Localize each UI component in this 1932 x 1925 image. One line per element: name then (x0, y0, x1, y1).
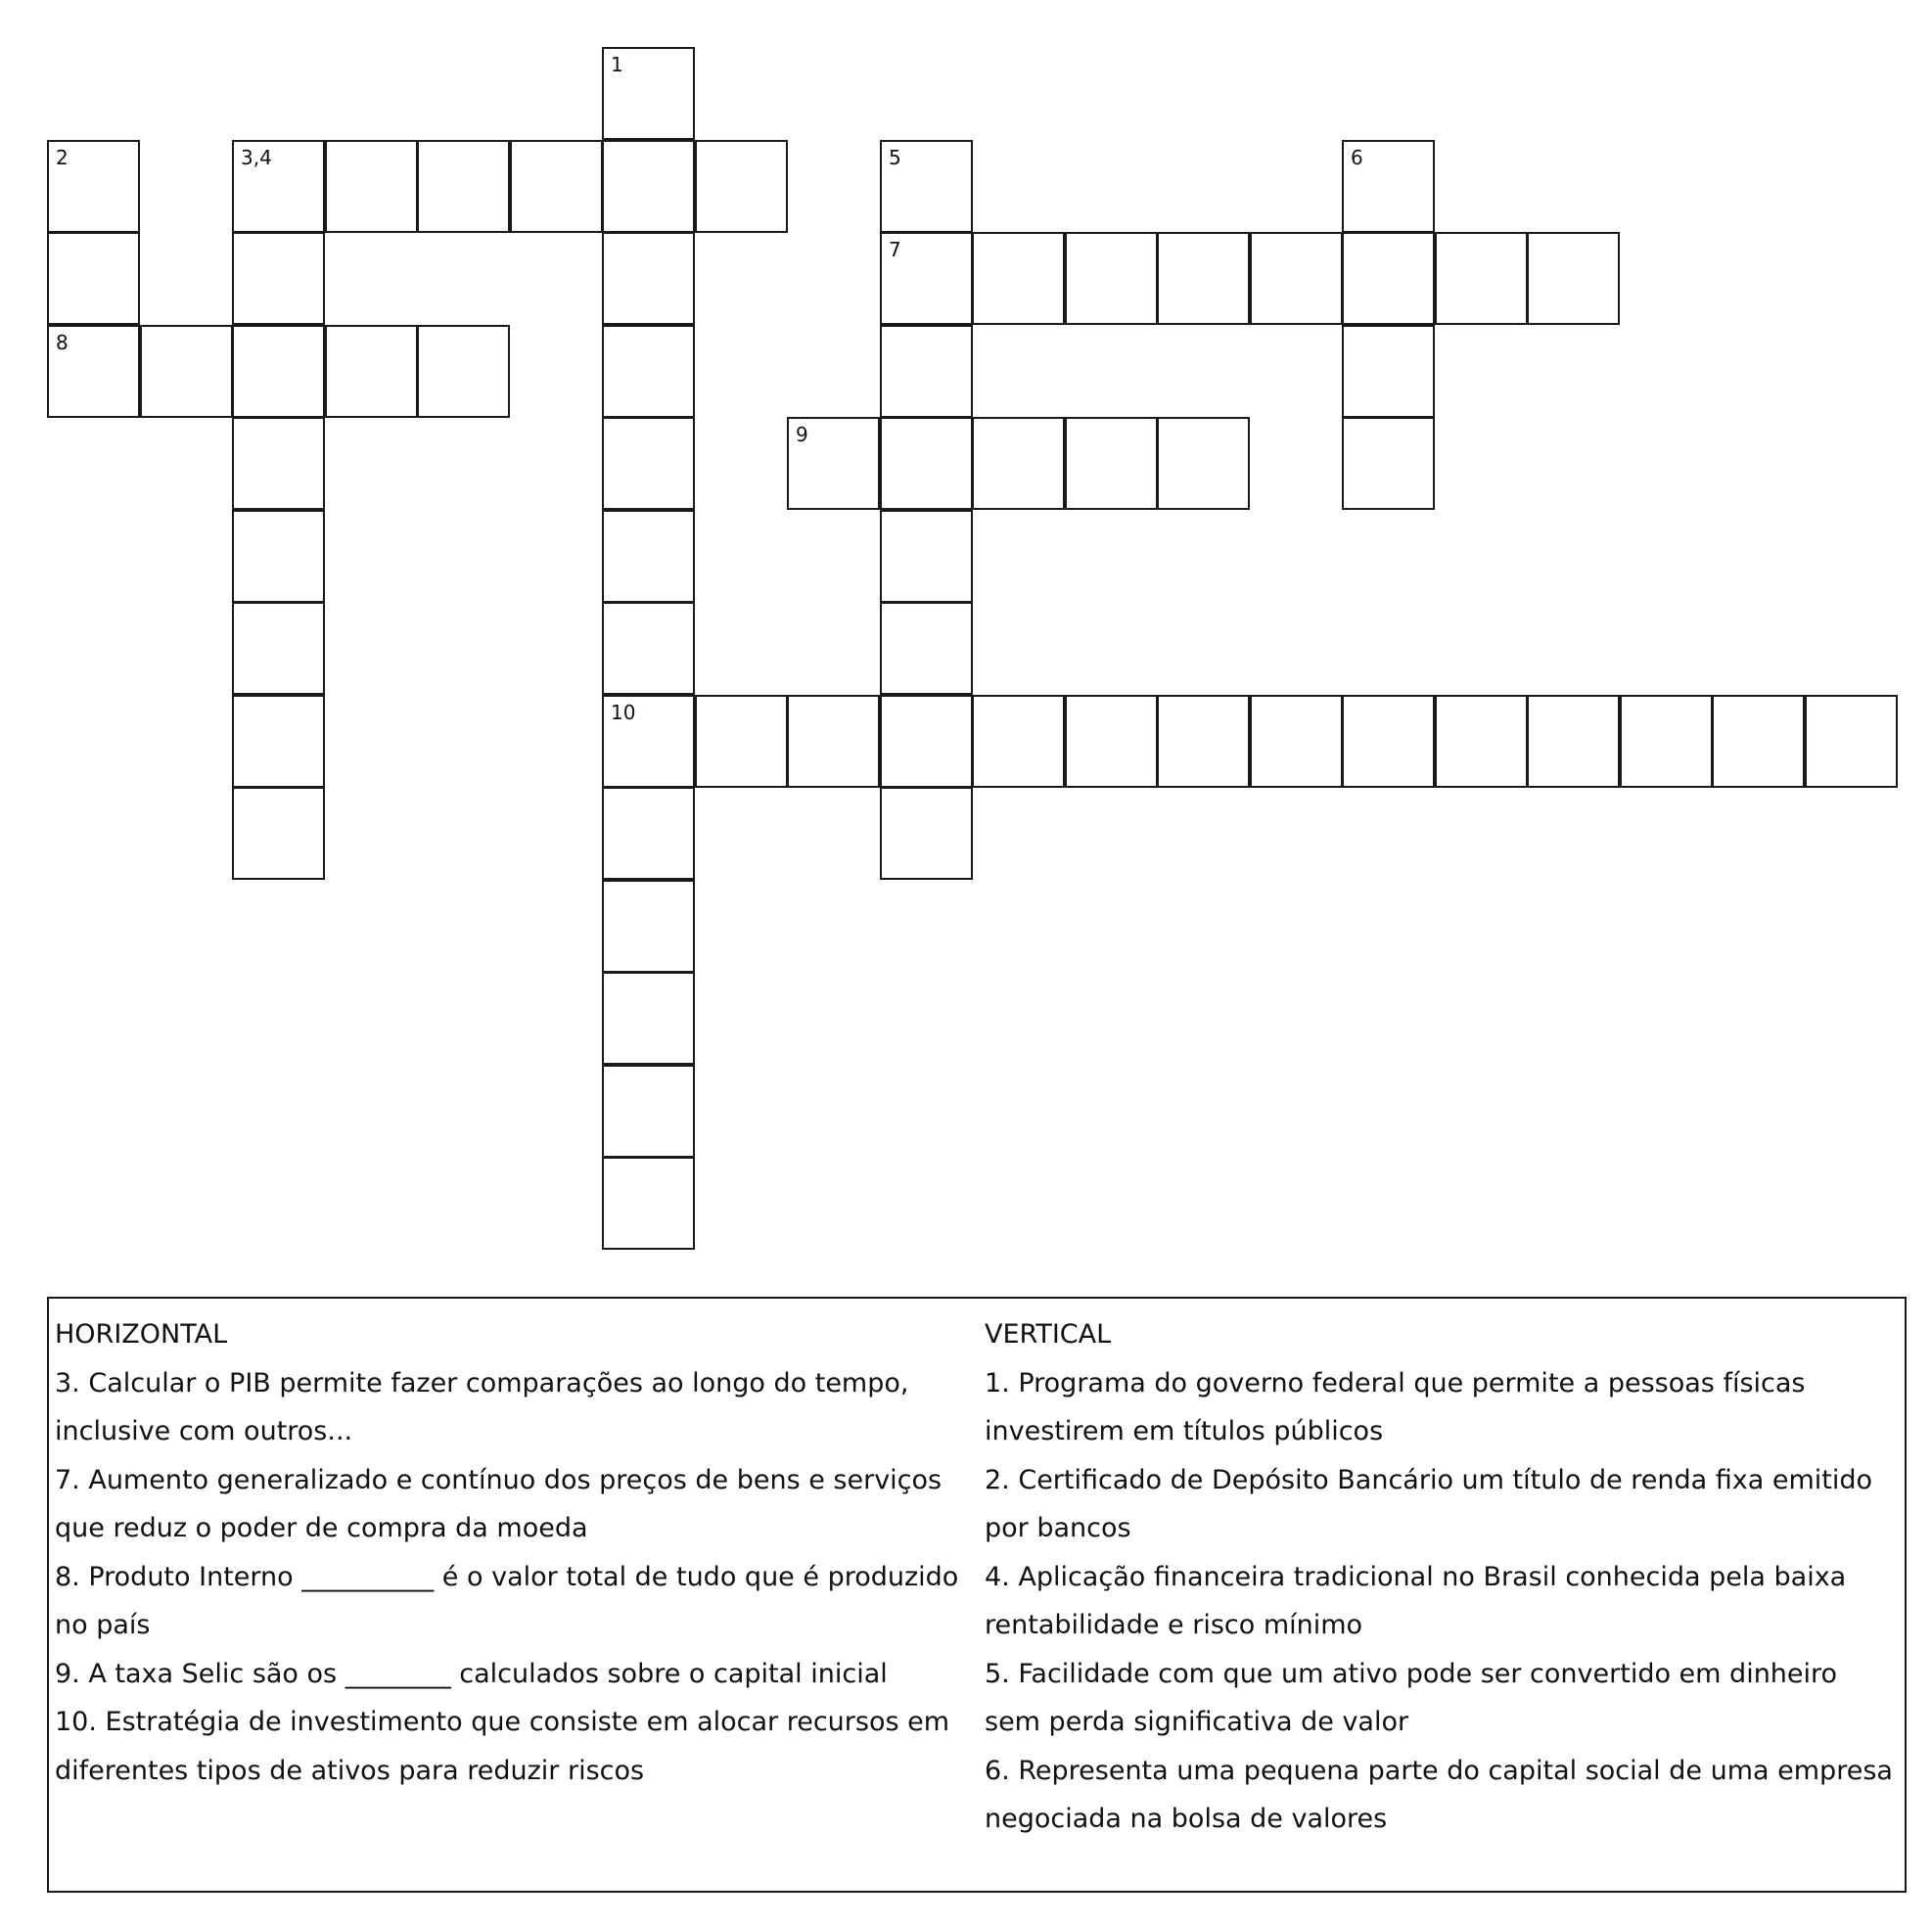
grid-cell[interactable] (1435, 695, 1528, 788)
grid-cell[interactable] (602, 510, 695, 603)
grid-cell[interactable] (880, 232, 973, 325)
clue-horizontal-7: 7. Aumento generalizado e contínuo dos preços de bens e serviços que reduz o poder de compra da moeda (55, 1464, 943, 1543)
grid-cell[interactable] (232, 695, 325, 788)
grid-cell[interactable] (232, 417, 325, 510)
grid-cell[interactable] (1157, 232, 1250, 325)
vertical-heading: VERTICAL (985, 1319, 1112, 1350)
grid-cell[interactable] (880, 510, 973, 603)
clue-number-2: 2 (56, 146, 69, 169)
grid-cell[interactable] (602, 47, 695, 140)
grid-cell[interactable] (972, 695, 1065, 788)
grid-cell[interactable] (232, 140, 325, 233)
clue-number-9: 9 (796, 423, 808, 446)
grid-cell[interactable] (880, 602, 973, 695)
grid-cell[interactable] (602, 1065, 695, 1158)
clue-number-1: 1 (611, 53, 623, 76)
grid-cell[interactable] (1065, 417, 1158, 510)
grid-cell[interactable] (602, 602, 695, 695)
grid-cell[interactable] (325, 325, 418, 418)
vertical-clues (985, 1310, 1900, 1844)
grid-cell[interactable] (1157, 695, 1250, 788)
grid-cell[interactable] (1342, 140, 1435, 233)
clue-horizontal-8: 8. Produto Interno __________ é o valor total de tudo que é produzido no país (55, 1561, 959, 1640)
clue-horizontal-3: 3. Calcular o PIB permite fazer comparações ao longo do tempo, inclusive com outros... (55, 1367, 909, 1446)
grid-cell[interactable] (417, 140, 510, 233)
grid-cell[interactable] (880, 325, 973, 418)
clue-number-3-4: 3,4 (241, 146, 272, 169)
grid-cell[interactable] (1620, 695, 1713, 788)
clue-number-6: 6 (1351, 146, 1363, 169)
grid-cell[interactable] (510, 140, 603, 233)
grid-cell[interactable] (232, 232, 325, 325)
grid-cell[interactable] (1250, 695, 1343, 788)
clues-panel (47, 1297, 1907, 1893)
grid-cell[interactable] (1342, 232, 1435, 325)
grid-cell[interactable] (232, 787, 325, 880)
grid-cell[interactable] (1065, 695, 1158, 788)
grid-cell[interactable] (602, 232, 695, 325)
grid-cell[interactable] (1435, 232, 1528, 325)
grid-cell[interactable] (1157, 417, 1250, 510)
grid-cell[interactable] (602, 880, 695, 973)
grid-cell[interactable] (1805, 695, 1898, 788)
clue-vertical-1: 1. Programa do governo federal que permite a pessoas físicas investirem em títulos públicos (985, 1367, 1806, 1446)
grid-cell[interactable] (602, 417, 695, 510)
grid-cell[interactable] (972, 232, 1065, 325)
grid-cell[interactable] (880, 695, 973, 788)
grid-cell[interactable] (602, 972, 695, 1065)
grid-cell[interactable] (695, 140, 788, 233)
grid-cell[interactable] (787, 695, 880, 788)
grid-cell[interactable] (972, 417, 1065, 510)
grid-cell[interactable] (140, 325, 233, 418)
grid-cell[interactable] (602, 140, 695, 233)
grid-cell[interactable] (1342, 417, 1435, 510)
grid-cell[interactable] (695, 695, 788, 788)
grid-cell[interactable] (602, 695, 695, 788)
grid-cell[interactable] (47, 140, 140, 233)
grid-cell[interactable] (232, 510, 325, 603)
grid-cell[interactable] (232, 602, 325, 695)
grid-cell[interactable] (880, 417, 973, 510)
clue-number-8: 8 (56, 331, 69, 354)
grid-cell[interactable] (47, 325, 140, 418)
grid-cell[interactable] (232, 325, 325, 418)
grid-cell[interactable] (1250, 232, 1343, 325)
horizontal-heading: HORIZONTAL (55, 1319, 228, 1350)
grid-cell[interactable] (47, 232, 140, 325)
clue-horizontal-9: 9. A taxa Selic são os ________ calculados sobre o capital inicial (55, 1658, 888, 1689)
grid-cell[interactable] (602, 325, 695, 418)
grid-cell[interactable] (1065, 232, 1158, 325)
horizontal-clues (55, 1310, 965, 1795)
grid-cell[interactable] (880, 787, 973, 880)
clue-number-5: 5 (889, 146, 901, 169)
grid-cell[interactable] (1712, 695, 1805, 788)
grid-cell[interactable] (602, 787, 695, 880)
clue-horizontal-10: 10. Estratégia de investimento que consiste em alocar recursos em diferentes tipos de ativos para reduzir riscos (55, 1707, 950, 1786)
clue-vertical-5: 5. Facilidade com que um ativo pode ser convertido em dinheiro sem perda significativa de valor (985, 1658, 1838, 1737)
clue-vertical-6: 6. Representa uma pequena parte do capital social de uma empresa negociada na bolsa de valores (985, 1755, 1893, 1834)
grid-cell[interactable] (1527, 695, 1620, 788)
clue-vertical-4: 4. Aplicação financeira tradicional no Brasil conhecida pela baixa rentabilidade e risco mínimo (985, 1561, 1847, 1640)
clue-number-7: 7 (889, 238, 901, 261)
grid-cell[interactable] (1342, 695, 1435, 788)
clue-vertical-2: 2. Certificado de Depósito Bancário um título de renda fixa emitido por bancos (985, 1464, 1873, 1543)
grid-cell[interactable] (880, 140, 973, 233)
grid-cell[interactable] (325, 140, 418, 233)
grid-cell[interactable] (787, 417, 880, 510)
grid-cell[interactable] (417, 325, 510, 418)
clue-number-10: 10 (611, 701, 636, 724)
grid-cell[interactable] (602, 1157, 695, 1250)
grid-cell[interactable] (1527, 232, 1620, 325)
grid-cell[interactable] (1342, 325, 1435, 418)
